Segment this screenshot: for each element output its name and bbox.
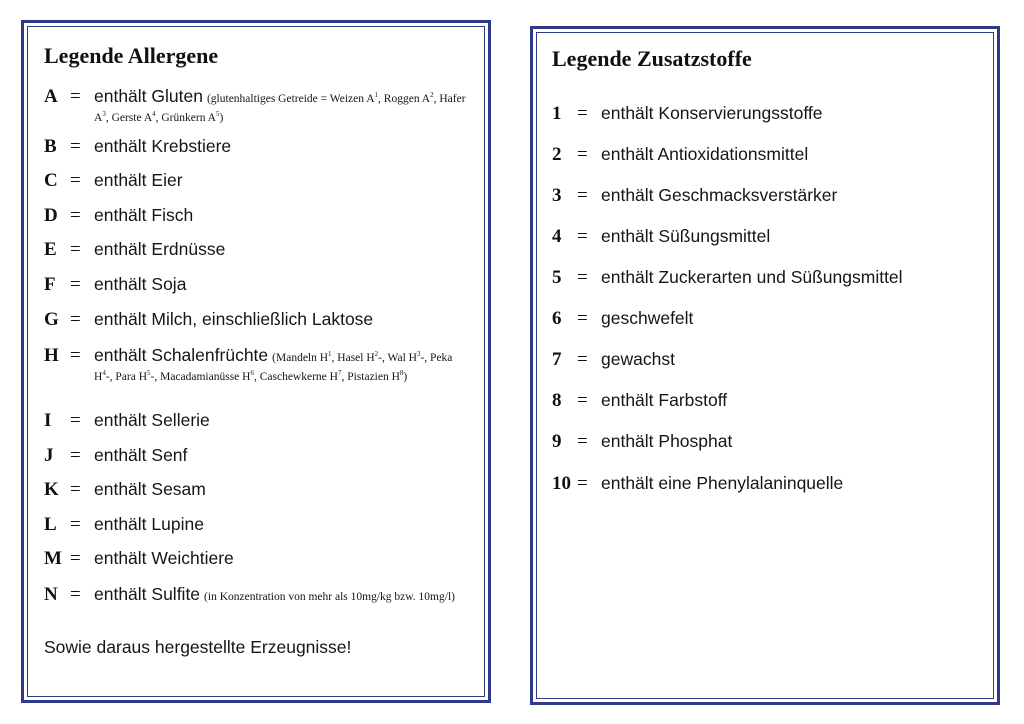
additive-text: enthält Geschmacksverstärker xyxy=(601,185,838,205)
additive-code: 4 xyxy=(552,226,562,247)
additive-text: geschwefelt xyxy=(601,308,694,328)
equals-sign: = xyxy=(577,185,588,206)
additive-row-8 xyxy=(552,389,992,412)
additive-description xyxy=(601,102,991,125)
additive-description xyxy=(601,225,991,248)
additive-code: 9 xyxy=(552,431,562,452)
allergen-code: J xyxy=(44,445,54,466)
allergen-text: enthält Sellerie xyxy=(94,410,210,430)
allergen-text: enthält Eier xyxy=(94,170,183,190)
equals-sign: = xyxy=(70,274,81,295)
additive-text: enthält Antioxidationsmittel xyxy=(601,144,809,164)
allergen-description xyxy=(94,344,469,385)
allergen-description xyxy=(94,135,469,158)
equals-sign: = xyxy=(70,239,81,260)
allergen-row-h xyxy=(44,344,469,385)
additive-text: enthält eine Phenylalaninquelle xyxy=(601,473,844,493)
additive-code: 6 xyxy=(552,308,562,329)
equals-sign: = xyxy=(70,514,81,535)
equals-sign: = xyxy=(70,86,81,107)
additive-row-9 xyxy=(552,430,992,453)
allergen-code: A xyxy=(44,86,58,107)
allergen-description xyxy=(94,513,469,536)
allergen-text: enthält Krebstiere xyxy=(94,136,232,156)
allergen-row-i xyxy=(44,409,469,432)
additive-description xyxy=(601,184,991,207)
allergen-text: enthält Gluten xyxy=(94,86,203,106)
allergen-description xyxy=(94,238,469,261)
allergen-legend-title: Legende Allergene xyxy=(44,43,219,68)
allergen-code: L xyxy=(44,514,57,535)
allergen-code: E xyxy=(44,239,57,260)
allergen-row-c xyxy=(44,169,469,192)
additive-code: 10 xyxy=(552,473,571,494)
allergen-description xyxy=(94,409,469,432)
allergen-note: (in Konzentration von mehr als 10mg/kg bzw. 10mg/l) xyxy=(204,591,455,603)
equals-sign: = xyxy=(577,473,588,494)
allergen-description xyxy=(94,204,469,227)
allergen-code: G xyxy=(44,309,59,330)
allergen-code: H xyxy=(44,345,59,366)
equals-sign: = xyxy=(70,445,81,466)
allergen-text: enthält Soja xyxy=(94,274,187,294)
allergen-code: K xyxy=(44,479,59,500)
additive-description xyxy=(601,307,991,330)
additive-row-10 xyxy=(552,472,992,495)
allergen-text: enthält Lupine xyxy=(94,514,204,534)
allergen-footer-note: Sowie daraus hergestellte Erzeugnisse! xyxy=(44,637,352,657)
allergen-row-m xyxy=(44,547,469,570)
additive-row-7 xyxy=(552,348,992,371)
additive-row-4 xyxy=(552,225,992,248)
allergen-code: M xyxy=(44,548,62,569)
additive-row-1 xyxy=(552,102,992,125)
additive-text: enthält Konservierungsstoffe xyxy=(601,103,823,123)
allergen-legend-panel xyxy=(21,20,491,703)
additive-description xyxy=(601,472,991,495)
allergen-text: enthält Schalenfrüchte xyxy=(94,345,269,365)
additive-row-2 xyxy=(552,143,992,166)
allergen-row-g xyxy=(44,308,469,331)
allergen-description xyxy=(94,85,469,126)
equals-sign: = xyxy=(577,308,588,329)
allergen-description xyxy=(94,478,469,501)
allergen-row-e xyxy=(44,238,469,261)
additive-legend-panel xyxy=(530,26,1000,705)
equals-sign: = xyxy=(577,349,588,370)
additive-legend-title: Legende Zusatzstoffe xyxy=(552,46,752,71)
allergen-description xyxy=(94,547,469,570)
additive-code: 1 xyxy=(552,103,562,124)
additive-description xyxy=(601,389,991,412)
additive-code: 7 xyxy=(552,349,562,370)
equals-sign: = xyxy=(70,170,81,191)
additive-description xyxy=(601,266,991,289)
additive-text: enthält Zuckerarten und Süßungsmittel xyxy=(601,267,903,287)
allergen-text: enthält Fisch xyxy=(94,205,194,225)
allergen-code: I xyxy=(44,410,52,431)
equals-sign: = xyxy=(70,479,81,500)
allergen-row-d xyxy=(44,204,469,227)
equals-sign: = xyxy=(577,103,588,124)
allergen-text: enthält Sulfite xyxy=(94,584,201,604)
allergen-text: enthält Milch, einschließlich Laktose xyxy=(94,309,374,329)
equals-sign: = xyxy=(70,205,81,226)
additive-description xyxy=(601,430,991,453)
allergen-row-k xyxy=(44,478,469,501)
equals-sign: = xyxy=(577,267,588,288)
allergen-text: enthält Senf xyxy=(94,445,188,465)
equals-sign: = xyxy=(577,431,588,452)
allergen-description xyxy=(94,308,469,331)
allergen-row-b xyxy=(44,135,469,158)
allergen-code: C xyxy=(44,170,58,191)
allergen-row-l xyxy=(44,513,469,536)
allergen-row-f xyxy=(44,273,469,296)
additive-row-3 xyxy=(552,184,992,207)
additive-description xyxy=(601,348,991,371)
allergen-code: N xyxy=(44,584,58,605)
allergen-description xyxy=(94,169,469,192)
allergen-note: (Mandeln $H^1$, Hasel $H^2-$, Wal $H^3-$, Peka $H^4-$, Para $H^5-$, Macadamianüsse $H^6$, Caschewkerne $H^7$, Pistazien $H^8$) xyxy=(94,350,453,383)
allergen-description xyxy=(94,583,469,606)
additive-row-6 xyxy=(552,307,992,330)
additive-description xyxy=(601,143,991,166)
equals-sign: = xyxy=(577,226,588,247)
additive-code: 5 xyxy=(552,267,562,288)
equals-sign: = xyxy=(70,410,81,431)
allergen-row-j xyxy=(44,444,469,467)
equals-sign: = xyxy=(70,309,81,330)
allergen-code: B xyxy=(44,136,57,157)
equals-sign: = xyxy=(70,345,81,366)
allergen-text: enthält Sesam xyxy=(94,479,206,499)
allergen-code: F xyxy=(44,274,56,295)
equals-sign: = xyxy=(70,548,81,569)
equals-sign: = xyxy=(70,584,81,605)
additive-text: enthält Phosphat xyxy=(601,431,733,451)
additive-text: enthält Süßungsmittel xyxy=(601,226,771,246)
allergen-row-n xyxy=(44,583,469,606)
equals-sign: = xyxy=(577,390,588,411)
additive-text: gewachst xyxy=(601,349,675,369)
additive-text: enthält Farbstoff xyxy=(601,390,728,410)
equals-sign: = xyxy=(577,144,588,165)
additive-row-5 xyxy=(552,266,992,289)
allergen-description xyxy=(94,273,469,296)
allergen-text: enthält Weichtiere xyxy=(94,548,234,568)
allergen-code: D xyxy=(44,205,58,226)
allergen-row-a xyxy=(44,85,469,126)
equals-sign: = xyxy=(70,136,81,157)
allergen-text: enthält Erdnüsse xyxy=(94,239,226,259)
additive-code: 2 xyxy=(552,144,562,165)
allergen-note: (glutenhaltiges Getreide = Weizen $A^1$, Roggen $A^2$, Hafer $A^3$, Gerste $A^4$, Grünkern $A^5$) xyxy=(94,91,466,124)
allergen-description xyxy=(94,444,469,467)
additive-code: 3 xyxy=(552,185,562,206)
additive-code: 8 xyxy=(552,390,562,411)
